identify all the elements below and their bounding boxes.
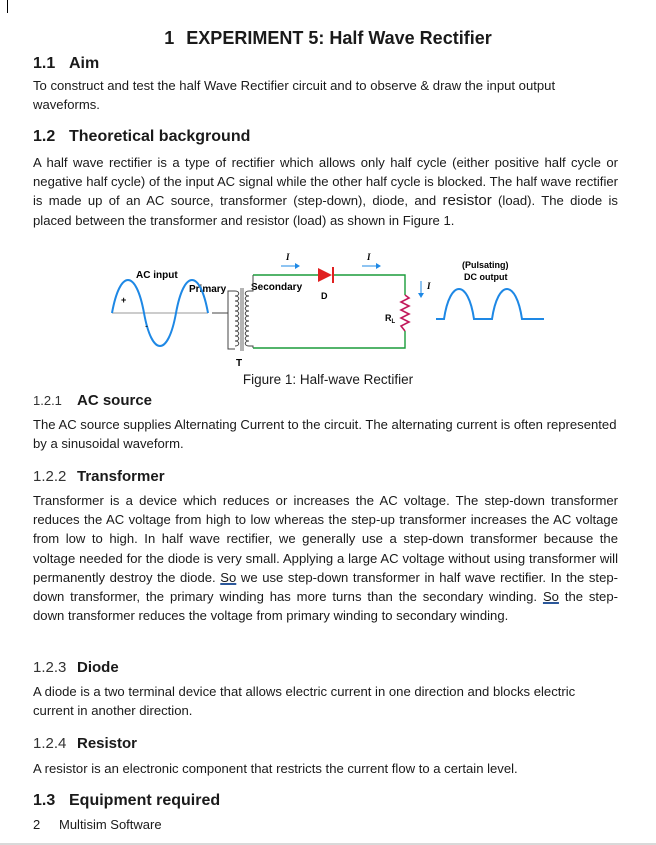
current-label-2: I	[367, 252, 371, 262]
theory-text-2: (load). The diode is placed between the transformer and resistor (load) as shown in Figure 1.	[33, 193, 618, 228]
theory-resistor-word: resistor	[442, 192, 492, 210]
primary-winding	[212, 291, 239, 349]
load-resistor-label: $R_L$	[385, 313, 396, 325]
transformer-number: 1.2.2	[33, 468, 67, 485]
page-title	[0, 28, 656, 49]
title-text: EXPERIMENT 5: Half Wave Rectifier	[186, 28, 492, 48]
diode-number: 1.2.3	[33, 659, 67, 676]
text-cursor	[7, 0, 8, 13]
equipment-number: 1.3	[33, 792, 56, 809]
list-item	[33, 817, 162, 832]
transformer-label: T	[236, 358, 243, 369]
title-number: 1	[164, 28, 175, 48]
transformer-so-2: So	[542, 589, 559, 605]
transformer-label-heading: Transformer	[77, 468, 165, 485]
transformer-so-1: So	[220, 569, 237, 585]
primary-label: Primary	[189, 284, 227, 295]
ac-source-heading	[33, 392, 152, 409]
diode-label: D	[321, 291, 328, 301]
resistor-number: 1.2.4	[33, 735, 67, 752]
list-item-number: 2	[33, 817, 41, 832]
output-half-wave	[436, 289, 544, 319]
ac-source-body: The AC source supplies Alternating Current to the circuit. The alternating current is often represented by a sinusoidal waveform.	[33, 417, 617, 452]
resistor-heading	[33, 735, 137, 752]
list-item-text: Multisim Software	[59, 817, 162, 832]
ac-input-label: AC input	[136, 270, 178, 281]
ac-source-number: 1.2.1	[33, 393, 62, 408]
equipment-heading	[33, 792, 220, 810]
equipment-label: Equipment required	[69, 792, 221, 809]
theory-label: Theoretical background	[69, 128, 251, 145]
figure-caption: Figure 1: Half-wave Rectifier	[242, 372, 414, 387]
resistor-label-heading: Resistor	[77, 735, 138, 752]
transformer-core	[241, 288, 243, 351]
aim-body: To construct and test the half Wave Rectifier circuit and to observe & draw the input output waveforms.	[33, 78, 556, 113]
current-arrow-1-icon	[281, 263, 300, 269]
aim-label: Aim	[69, 55, 100, 72]
half-wave-rectifier-figure	[108, 251, 548, 369]
aim-number: 1.1	[33, 55, 56, 72]
current-arrow-2-icon	[362, 263, 381, 269]
pulsating-label: (Pulsating)	[462, 260, 509, 270]
aim-heading	[33, 55, 99, 73]
current-label-1: I	[286, 252, 290, 262]
transformer-body	[33, 491, 618, 625]
diode-symbol	[318, 267, 333, 283]
theory-number: 1.2	[33, 128, 56, 145]
diode-label-heading: Diode	[77, 659, 119, 676]
theory-body	[33, 153, 618, 230]
theory-heading	[33, 128, 250, 146]
current-label-3: I	[427, 281, 431, 291]
current-arrow-3-icon	[418, 281, 424, 298]
transformer-heading	[33, 468, 165, 485]
diode-heading	[33, 659, 119, 676]
load-resistor-symbol	[401, 295, 409, 331]
resistor-body: A resistor is an electronic component that restricts the current flow to a certain level.	[33, 761, 518, 776]
transformer-text-c: the step-down transformer reduces the voltage from primary winding to secondary winding.	[33, 589, 618, 624]
transformer-text-a: Transformer is a device which reduces or increases the AC voltage. The step-down transformer reduces the AC voltage from high to low whereas the step-up transformer increases the AC voltage from low to high. In half wave rectifier, we generally use a step-down transformer because the voltage needed for the diode is very small. Applying a large AC voltage without using transformer will permanently destroy the diode.	[33, 493, 618, 585]
secondary-label: Secondary	[251, 282, 303, 293]
dc-output-label: DC output	[464, 272, 508, 282]
transformer-text-b: we use step-down transformer in half wave rectifier. In the step-down transformer, the primary winding has more turns than the secondary winding.	[33, 569, 618, 605]
diode-body: A diode is a two terminal device that allows electric current in one direction and blocks electric current in another direction.	[33, 684, 576, 719]
ac-source-label: AC source	[77, 392, 153, 409]
minus-sign: -	[145, 321, 148, 331]
plus-sign: +	[121, 295, 127, 305]
theory-text-1: A half wave rectifier is a type of rectifier which allows only half cycle (either positive half cycle or negative half cycle) of the input AC signal while the other half cycle is blocked. The half wave rectifier is made up of an AC source, transformer (step-down), diode, and	[33, 155, 618, 209]
